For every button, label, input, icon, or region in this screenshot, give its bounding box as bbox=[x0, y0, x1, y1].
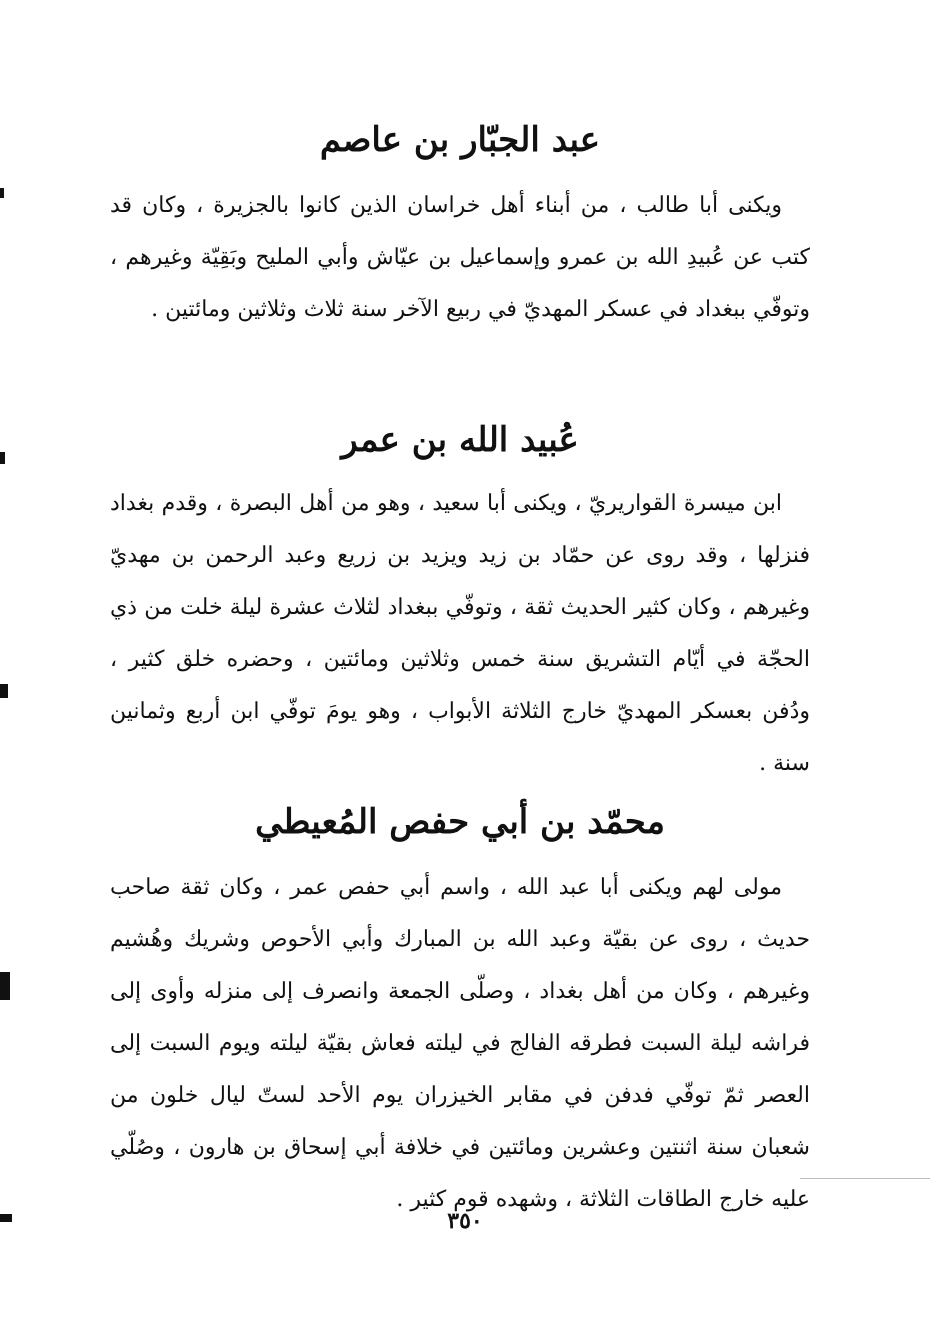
entry-text-2: ابن ميسرة القواريريّ ، ويكنى أبا سعيد ، وهو من أهل البصرة ، وقدم بغداد فنزلها ، وقد روى عن حمّاد بن زيد ويزيد بن زريع وعبد الرحمن بن مهديّ وغيرهم ، وكان كثير الحديث ثقة ، وتوفّي ببغداد لثلاث عشرة ليلة خلت من ذي الحجّة في أيّام التشريق سنة خمس وثلاثين ومائتين ، وحضره خلق كثير ، ودُفن بعسكر المهديّ خارج الثلاثة الأبواب ، وهو يومَ توفّي ابن أربع وثمانين سنة . bbox=[110, 491, 810, 776]
margin-mark bbox=[0, 1214, 12, 1222]
page-number: ٣٥٠ bbox=[447, 1208, 483, 1234]
entry-text-1: ويكنى أبا طالب ، من أبناء أهل خراسان الذين كانوا بالجزيرة ، وكان قد كتب عن عُبيدِ الله بن عمرو وإسماعيل بن عيّاش وأبي المليح وبَقِيّة وغيرهم ، وتوفّي ببغداد في عسكر المهديّ في ربيع الآخر سنة ثلاث وثلاثين ومائتين . bbox=[110, 193, 810, 322]
margin-mark bbox=[0, 188, 4, 198]
entry-text-3: مولى لهم ويكنى أبا عبد الله ، واسم أبي حفص عمر ، وكان ثقة صاحب حديث ، روى عن بقيّة وعبد الله بن المبارك وأبي الأحوص وشريك وهُشيم وغيرهم ، وكان من أهل بغداد ، وصلّى الجمعة وانصرف إلى منزله وأوى إلى فراشه ليلة السبت فطرقه الفالج في ليلته فعاش بقيّة ليلته ويوم السبت إلى العصر ثمّ توفّي فدفن في مقابر الخيزران يوم الأحد لستّ ليال خلون من شعبان سنة اثنتين وعشرين ومائتين في خلافة أبي إسحاق بن هارون ، وصُلّي عليه خارج الطاقات الثلاثة ، وشهده قوم كثير . bbox=[110, 875, 810, 1212]
entry-title-1: عبد الجبّار بن عاصم bbox=[319, 120, 601, 160]
entry-body-1 bbox=[110, 180, 810, 336]
margin-mark bbox=[0, 684, 8, 698]
margin-mark bbox=[0, 452, 5, 464]
entry-body-3 bbox=[110, 862, 810, 1226]
scan-line bbox=[800, 1178, 930, 1179]
entry-body-2 bbox=[110, 478, 810, 790]
entry-title-2: عُبيد الله بن عمر bbox=[341, 420, 579, 460]
entry-title-3: محمّد بن أبي حفص المُعيطي bbox=[255, 802, 665, 842]
margin-mark bbox=[0, 972, 10, 1000]
